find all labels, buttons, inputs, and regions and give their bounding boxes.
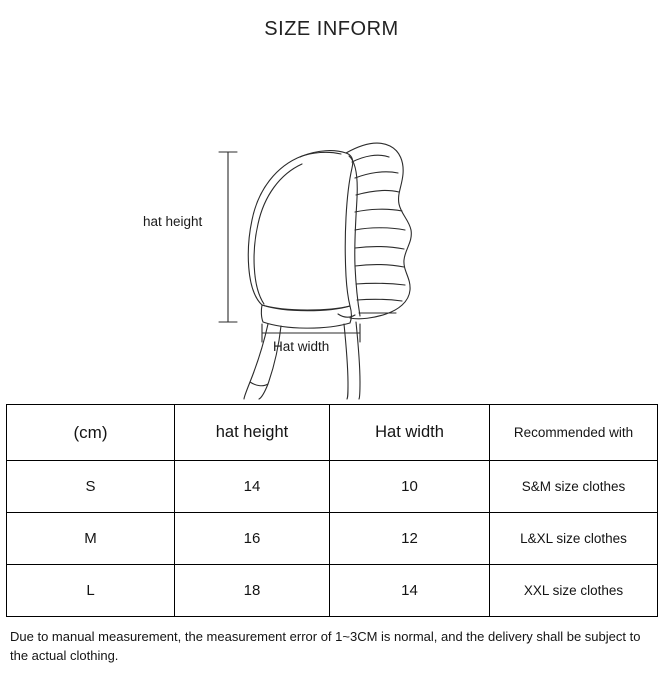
- table-cell-hat-width: 10: [330, 461, 490, 513]
- hat-height-label: hat height: [143, 214, 203, 229]
- table-row: [7, 565, 658, 617]
- table-header-cell: Recommended with: [490, 405, 658, 461]
- table-header-cell: hat height: [175, 405, 330, 461]
- table-header-cell: Hat width: [330, 405, 490, 461]
- hat-width-label: Hat width: [273, 339, 330, 354]
- bonnet-diagram-svg: [0, 52, 663, 400]
- table-cell-hat-width: 14: [330, 565, 490, 617]
- table-row: [7, 513, 658, 565]
- table-row: [7, 461, 658, 513]
- table-cell-hat-height: 18: [175, 565, 330, 617]
- table-cell-recommended: S&M size clothes: [490, 461, 658, 513]
- table-cell-recommended: L&XL size clothes: [490, 513, 658, 565]
- table-cell-hat-height: 14: [175, 461, 330, 513]
- size-table-wrapper: [6, 404, 657, 617]
- table-cell-hat-width: 12: [330, 513, 490, 565]
- size-table: [6, 404, 658, 617]
- table-cell-recommended: XXL size clothes: [490, 565, 658, 617]
- hat-height-dimension: [219, 152, 237, 322]
- table-cell-hat-height: 16: [175, 513, 330, 565]
- table-header-row: [7, 405, 658, 461]
- bonnet-illustration: [0, 52, 663, 400]
- table-cell-size: M: [7, 513, 175, 565]
- table-cell-size: L: [7, 565, 175, 617]
- measurement-disclaimer: Due to manual measurement, the measurement error of 1~3CM is normal, and the delivery shall be subject to the actual clothing.: [10, 629, 641, 663]
- table-cell-size: S: [7, 461, 175, 513]
- table-header-cell: (cm): [7, 405, 175, 461]
- page-title: SIZE INFORM: [264, 18, 399, 40]
